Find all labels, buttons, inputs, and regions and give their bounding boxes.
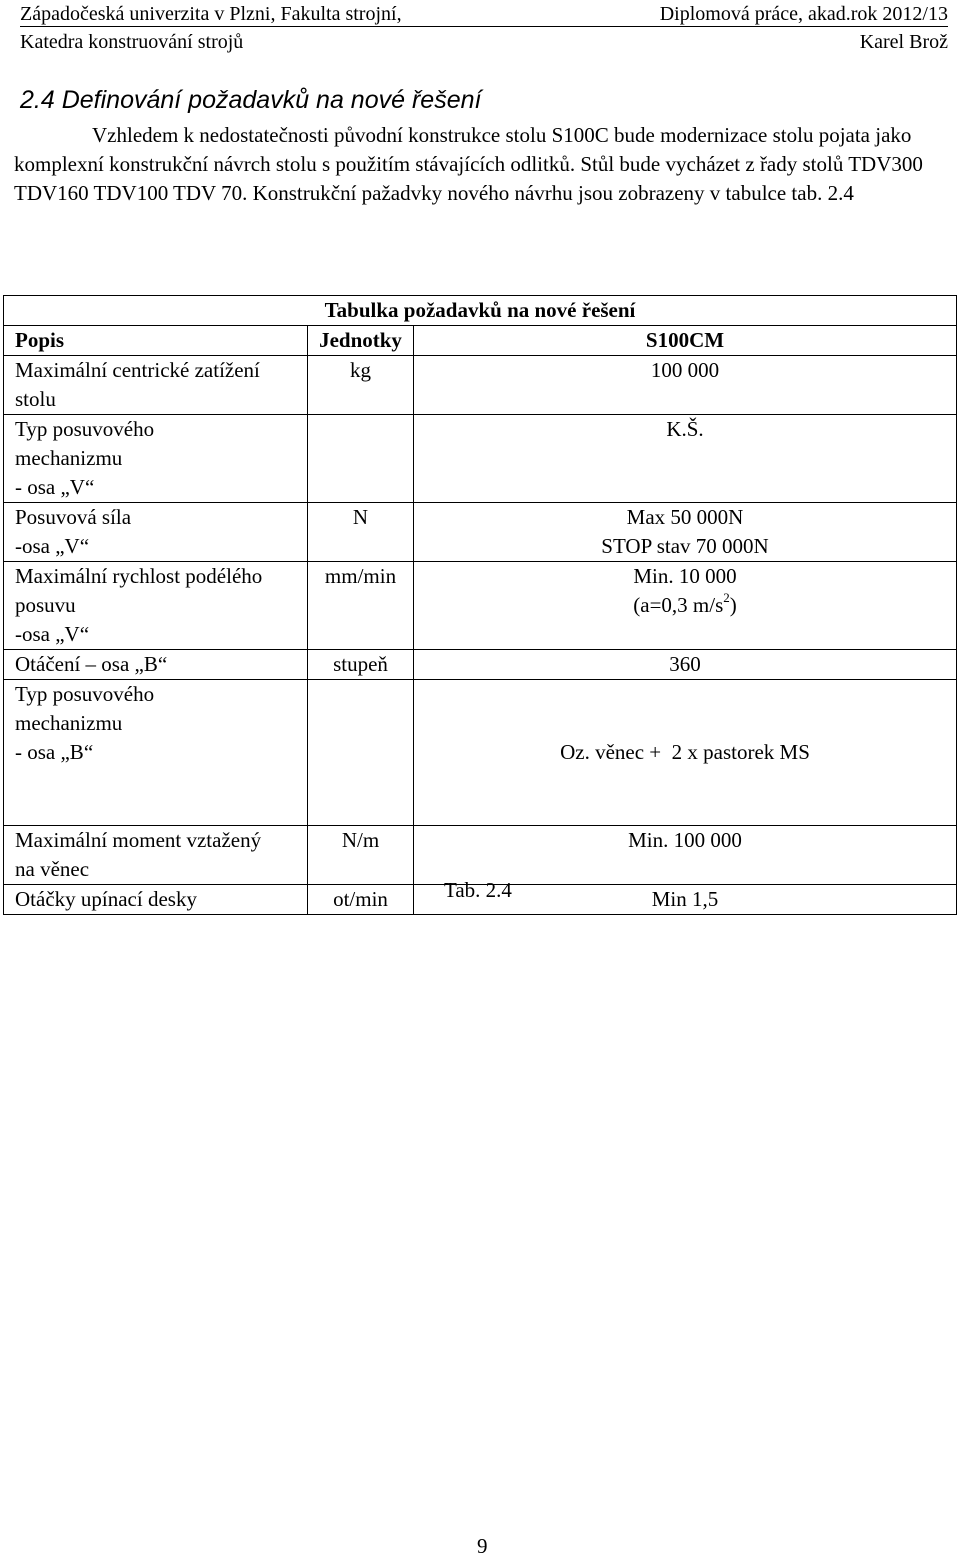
body-paragraph: Vzhledem k nedostatečnosti původní konstrukce stolu S100C bude modernizace stolu pojata jako komplexní konstrukční návrch stolu s použitím stávajících odlitků. Stůl bude vycházet z řady stolů TDV300 TDV160 TDV100 TDV 70. Konstrukční pažadvky nového návrhu jsou zobrazeny v tabulce tab. 2.4	[14, 123, 923, 205]
cell-text: Typ posuvového	[15, 682, 155, 706]
cell-popis	[4, 562, 308, 650]
cell-text: - osa „V“	[15, 475, 95, 499]
cell-popis	[4, 680, 308, 826]
cell-text: Typ posuvového	[15, 417, 155, 441]
cell-text: mechanizmu	[15, 446, 123, 470]
cell-text: Maximální centrické zatížení	[15, 358, 260, 382]
header-department: Katedra konstruování strojů	[20, 31, 244, 53]
cell-unit: N/m	[308, 826, 414, 885]
cell-text: Otáčení – osa „B“	[15, 652, 168, 676]
cell-text: Min. 10 000	[633, 564, 737, 588]
cell-unit: mm/min	[308, 562, 414, 650]
table-row	[4, 650, 957, 680]
requirements-table	[3, 295, 957, 915]
cell-value	[414, 562, 957, 650]
cell-text-part: (a=0,3 m/s	[633, 593, 724, 617]
cell-text: -osa „V“	[15, 534, 90, 558]
cell-popis	[4, 826, 308, 885]
superscript: 2	[723, 590, 730, 605]
cell-text: -osa „V“	[15, 622, 90, 646]
cell-text: 360	[669, 652, 701, 676]
cell-popis	[4, 650, 308, 680]
cell-text: Otáčky upínací desky	[15, 887, 197, 911]
cell-unit	[308, 415, 414, 503]
cell-value	[414, 356, 957, 415]
cell-popis	[4, 503, 308, 562]
table-row	[4, 562, 957, 650]
table-label: Tab. 2.4	[444, 878, 512, 902]
column-header-popis: Popis	[4, 326, 308, 356]
cell-value	[414, 415, 957, 503]
cell-text: Posuvová síla	[15, 505, 132, 529]
cell-text	[414, 591, 956, 620]
cell-unit: ot/min	[308, 885, 414, 915]
table-row	[4, 356, 957, 415]
cell-value	[414, 503, 957, 562]
table-row	[4, 503, 957, 562]
cell-popis	[4, 885, 308, 915]
cell-text: Min. 100 000	[628, 828, 742, 852]
cell-text: posuvu	[15, 593, 76, 617]
table-row	[4, 680, 957, 826]
cell-text: STOP stav 70 000N	[601, 534, 769, 558]
table-header-row	[4, 326, 957, 356]
cell-text-part: )	[729, 593, 737, 617]
header-university: Západočeská univerzita v Plzni, Fakulta strojní,	[20, 3, 402, 25]
cell-text: 100 000	[650, 358, 720, 382]
cell-unit: kg	[308, 356, 414, 415]
header-rule	[20, 26, 948, 27]
cell-unit: stupeň	[308, 650, 414, 680]
section-number: 2.4	[20, 86, 55, 114]
cell-text: Min 1,5	[651, 887, 719, 911]
cell-text: mechanizmu	[15, 711, 123, 735]
cell-popis	[4, 356, 308, 415]
column-header-jednotky: Jednotky	[308, 326, 414, 356]
cell-value	[414, 650, 957, 680]
cell-text: stolu	[15, 387, 56, 411]
cell-text: K.Š.	[666, 417, 704, 441]
cell-popis	[4, 415, 308, 503]
cell-unit	[308, 680, 414, 826]
table-caption-row	[4, 296, 957, 326]
section-heading	[20, 85, 481, 115]
cell-text: Maximální moment vztažený	[15, 828, 262, 852]
table-row	[4, 415, 957, 503]
section-title: Definování požadavků na nové řešení	[61, 86, 482, 114]
header-author: Karel Brož	[859, 31, 948, 53]
column-header-s100cm: S100CM	[414, 326, 957, 356]
cell-text: Oz. věnec + 2 x pastorek MS	[560, 740, 810, 764]
cell-text: Max 50 000N	[626, 505, 744, 529]
cell-text: na věnec	[15, 857, 90, 881]
cell-unit: N	[308, 503, 414, 562]
cell-text: Maximální rychlost podélého	[15, 564, 263, 588]
cell-text: - osa „B“	[15, 740, 94, 764]
cell-value	[414, 680, 957, 826]
page-number: 9	[477, 1534, 488, 1558]
table-caption: Tabulka požadavků na nové řešení	[4, 296, 957, 326]
header-thesis: Diplomová práce, akad.rok 2012/13	[659, 3, 948, 25]
